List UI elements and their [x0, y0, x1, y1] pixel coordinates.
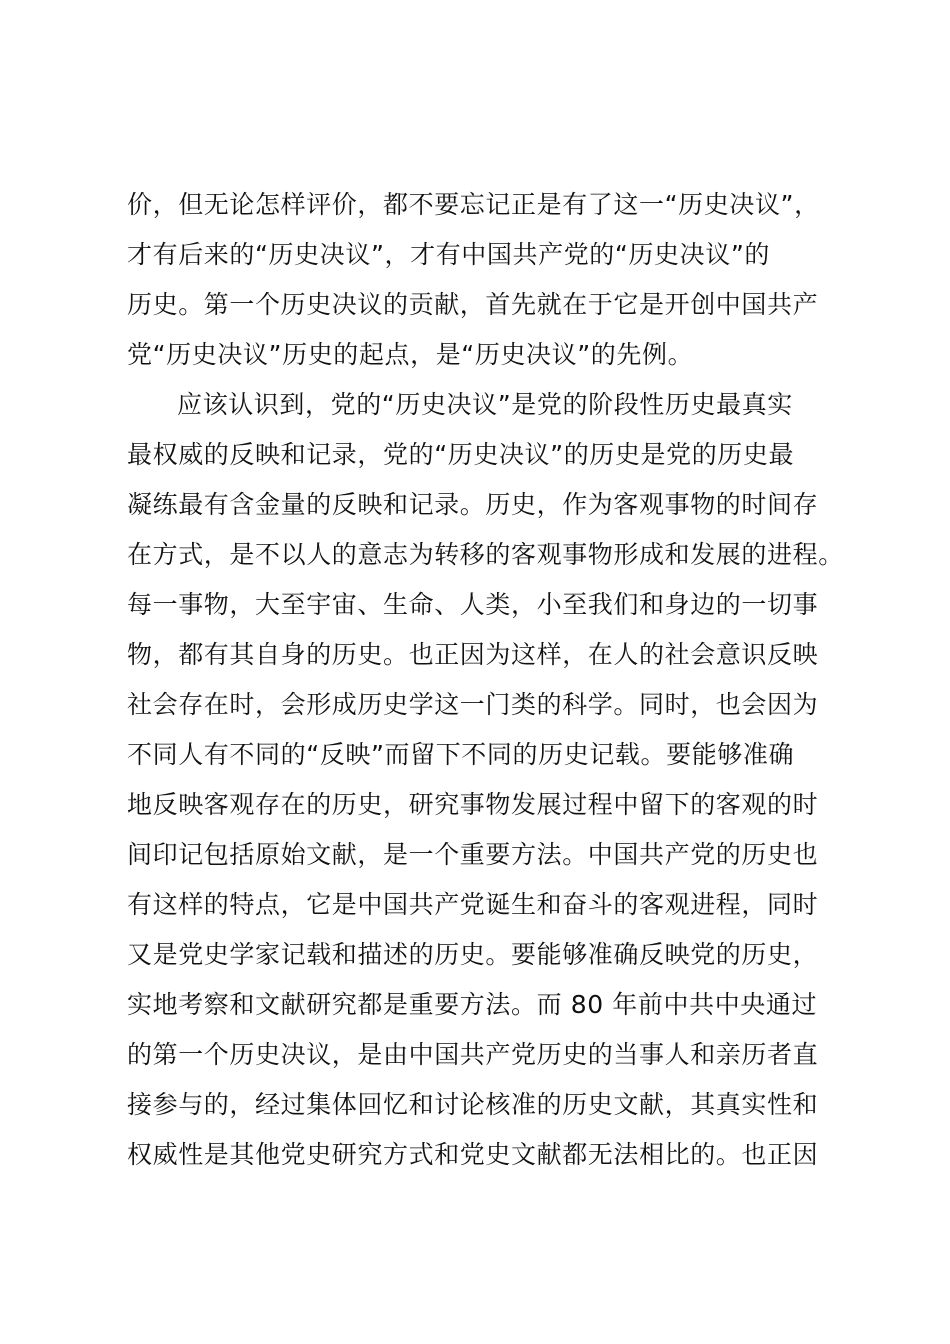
- paragraph-first-line: 应该认识到，党的“历史决议”是党的阶段性历史最真实: [177, 390, 793, 419]
- text-line: 不同人有不同的“反映”而留下不同的历史记载。要能够准确: [127, 740, 795, 769]
- text-line: 物，都有其自身的历史。也正因为这样，在人的社会意识反映: [127, 640, 819, 669]
- text-line: 历史。第一个历史决议的贡献，首先就在于它是开创中国共产: [127, 290, 819, 319]
- text-line: 的第一个历史决议，是由中国共产党历史的当事人和亲历者直: [127, 1040, 819, 1069]
- text-line: 最权威的反映和记录，党的“历史决议”的历史是党的历史最: [127, 440, 795, 469]
- text-line: 有这样的特点，它是中国共产党诞生和奋斗的客观进程，同时: [127, 890, 819, 919]
- text-line: 接参与的，经过集体回忆和讨论核准的历史文献，其真实性和: [127, 1090, 819, 1119]
- text-line: 实地考察和文献研究都是重要方法。而 80 年前中共中央通过: [127, 990, 818, 1019]
- text-line: 才有后来的“历史决议”，才有中国共产党的“历史决议”的: [127, 240, 771, 269]
- text-line: 每一事物，大至宇宙、生命、人类，小至我们和身边的一切事: [127, 590, 819, 619]
- text-line: 社会存在时，会形成历史学这一门类的科学。同时，也会因为: [127, 690, 819, 719]
- text-line: 在方式，是不以人的意志为转移的客观事物形成和发展的进程。: [127, 540, 844, 569]
- text-line: 权威性是其他党史研究方式和党史文献都无法相比的。也正因: [127, 1140, 819, 1169]
- text-line: 间印记包括原始文献，是一个重要方法。中国共产党的历史也: [127, 840, 819, 869]
- text-line: 地反映客观存在的历史，研究事物发展过程中留下的客观的时: [127, 790, 819, 819]
- text-line: 党“历史决议”历史的起点，是“历史决议”的先例。: [127, 340, 694, 369]
- text-line: 凝练最有含金量的反映和记录。历史，作为客观事物的时间存: [127, 490, 819, 519]
- text-line: 又是党史学家记载和描述的历史。要能够准确反映党的历史，: [127, 940, 819, 969]
- text-line: 价，但无论怎样评价，都不要忘记正是有了这一“历史决议”，: [127, 190, 820, 219]
